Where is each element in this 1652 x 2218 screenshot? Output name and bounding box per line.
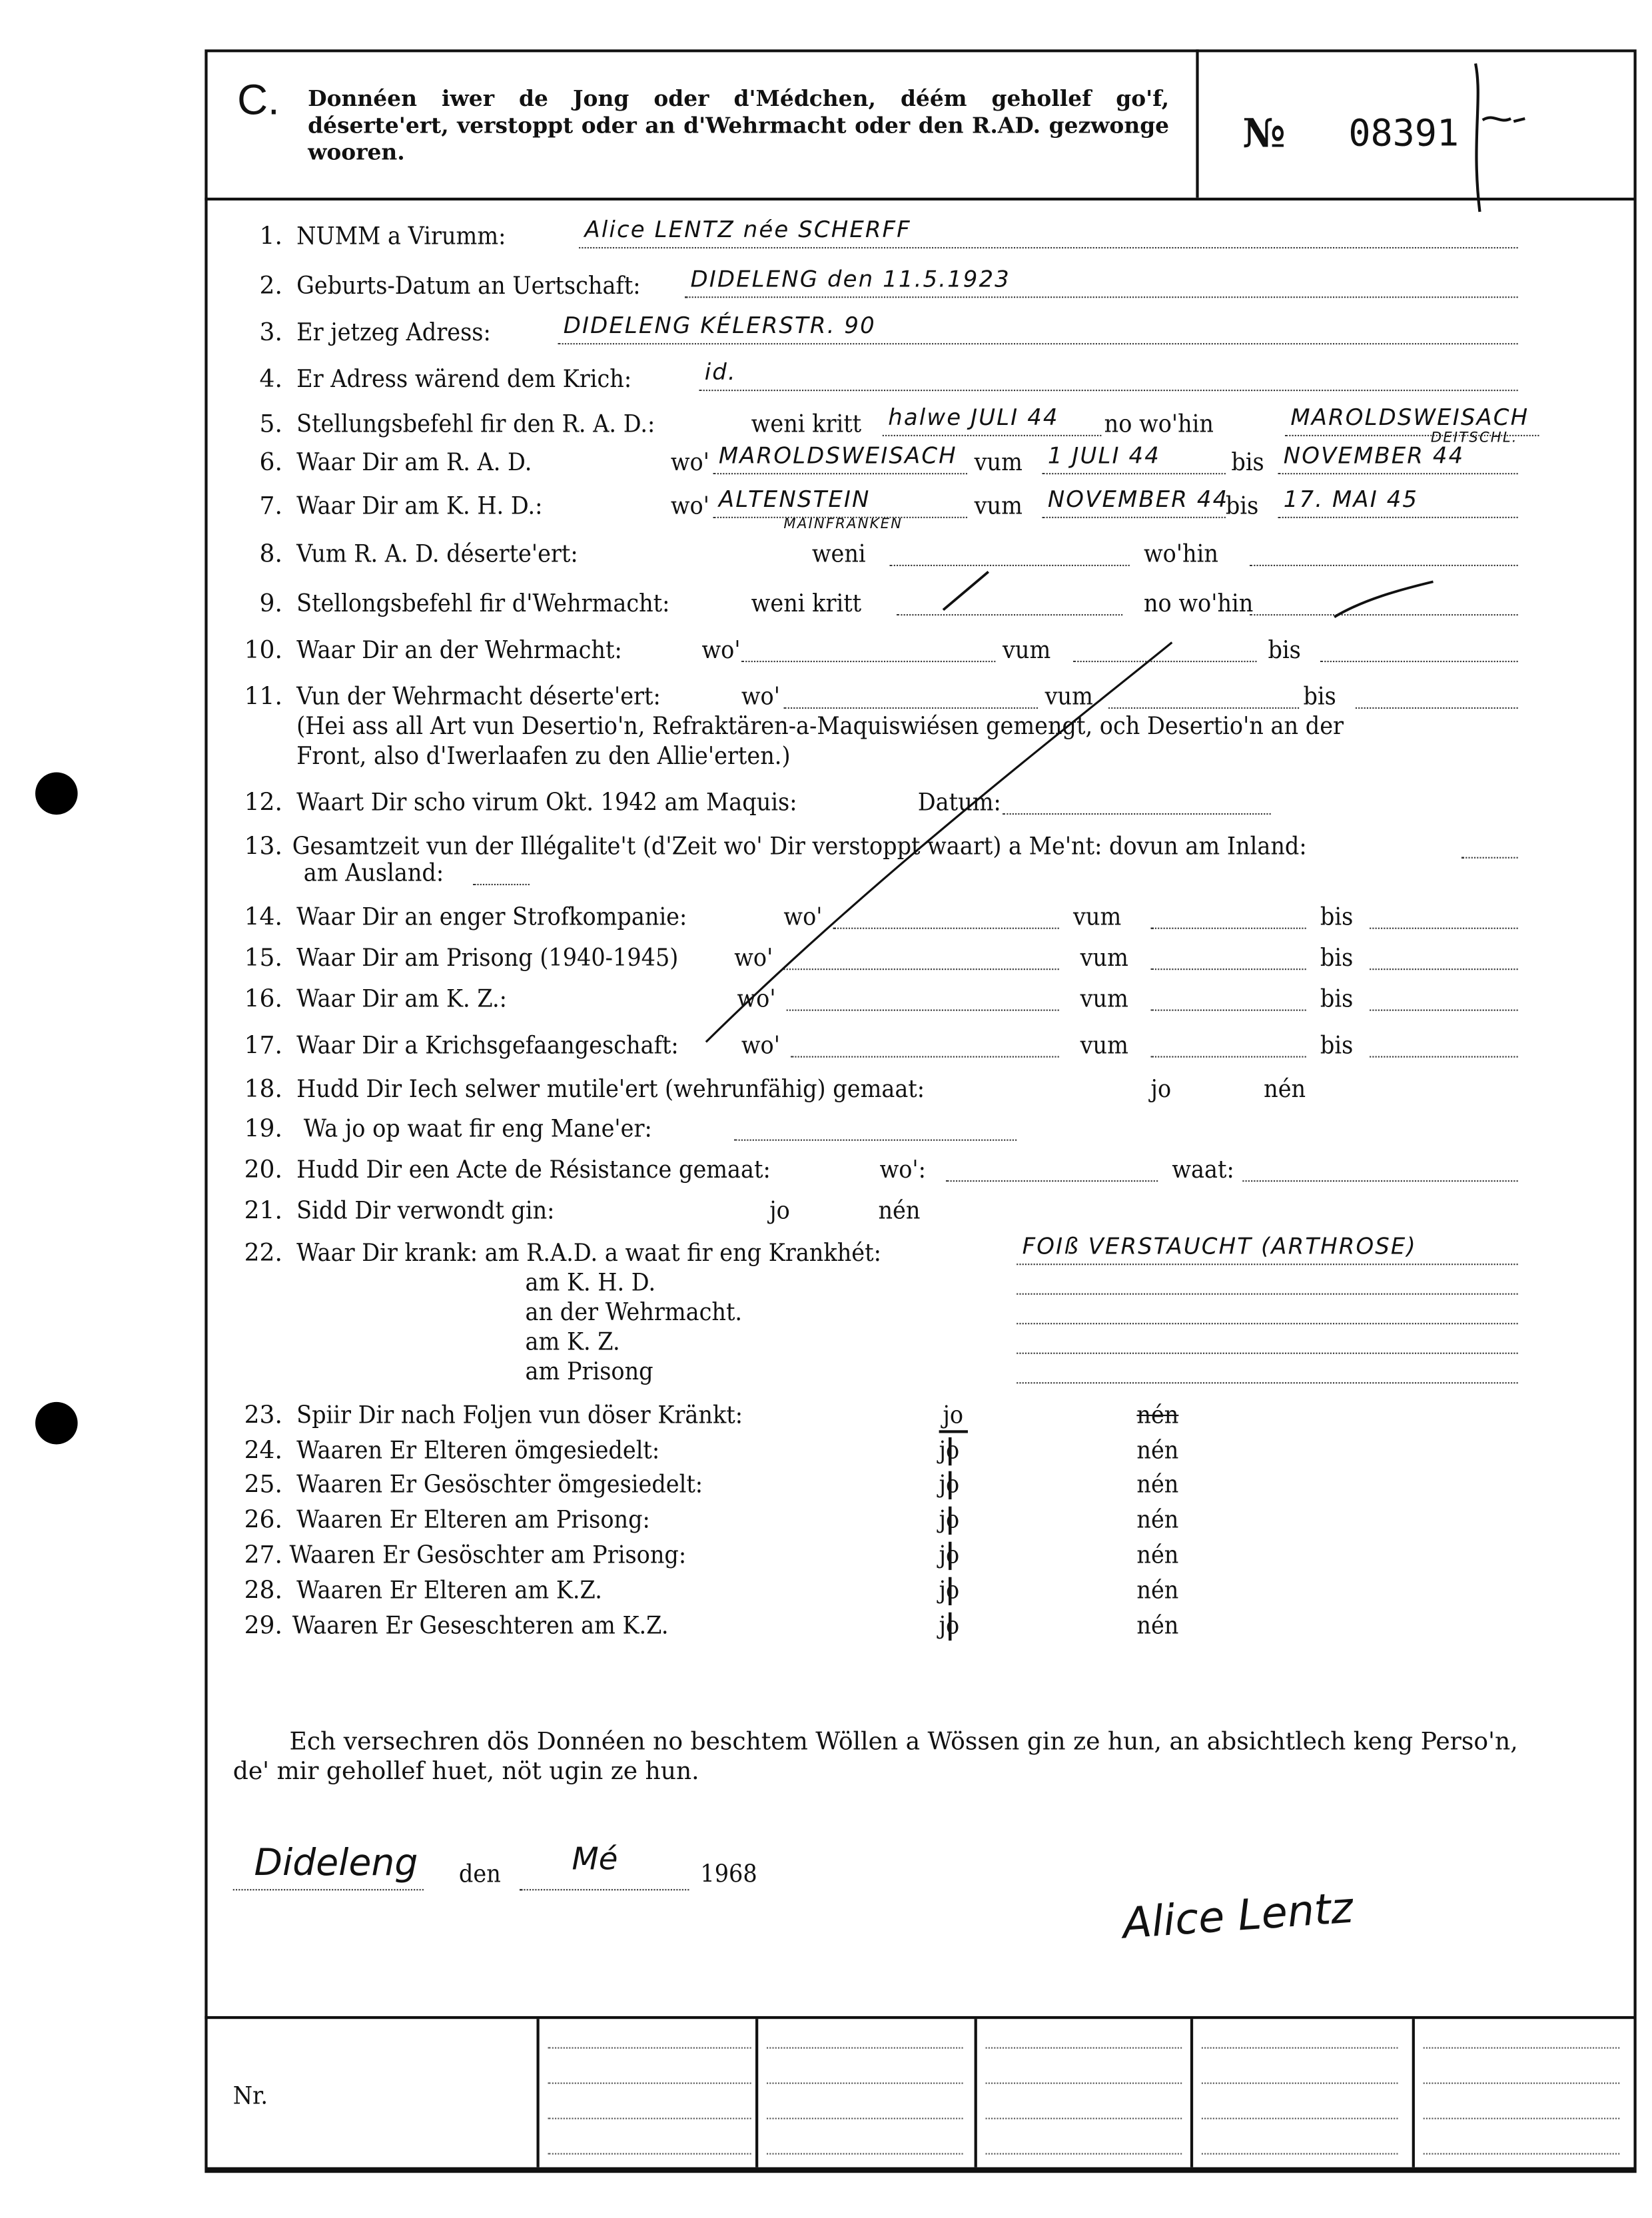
registry-entry-line[interactable] (548, 2153, 751, 2155)
fill-in-field[interactable] (946, 1158, 1158, 1182)
section-title: Donnéen iwer de Jong oder d'Médchen, déém gehollef go'f, déserte'ert, verstoppt oder an d'Wehrmacht oder den R.AD. gezwonge wooren. (308, 85, 1170, 166)
field-label: waat: (1172, 1156, 1234, 1185)
fill-in-field[interactable] (889, 542, 1129, 566)
registry-entry-line[interactable] (986, 2083, 1182, 2084)
field-label: Hudd Dir een Acte de Résistance gemaat: (296, 1156, 771, 1185)
handwritten-mark (1454, 57, 1539, 226)
fill-in-field[interactable] (783, 946, 1058, 970)
fill-in-field[interactable] (787, 987, 1059, 1011)
field-label: bis (1320, 985, 1354, 1014)
fill-in-field[interactable] (897, 591, 1122, 615)
handwritten-value: DIDELENG KÉLERSTR. 90 (563, 312, 876, 339)
fill-in-field[interactable] (1278, 486, 1517, 518)
table-column-divider (1190, 2019, 1193, 2167)
field-label: Spiir Dir nach Foljen vun döser Kränkt: (296, 1401, 743, 1431)
declaration-text: Ech versechren dös Donnéen no beschtem Wöllen a Wössen gin ze hun, an absichtlech keng Perso'n, de' mir gehollef huet, nöt ugin ze hun. (232, 1728, 1518, 1786)
header-divider (205, 198, 1633, 200)
handwritten-value: halwe JULI 44 (888, 404, 1059, 431)
field-number: 11. (244, 683, 282, 712)
field-number: 29. (244, 1612, 282, 1641)
fill-in-field[interactable] (1042, 486, 1229, 518)
field-number: 3. (259, 319, 282, 348)
registry-entry-line[interactable] (1202, 2083, 1398, 2084)
field-label: Waart Dir scho virum Okt. 1942 am Maquis: (296, 789, 797, 818)
registry-entry-line[interactable] (1424, 2118, 1620, 2119)
form-number: 08391 (1348, 113, 1459, 156)
handwritten-value: 1 JULI 44 (1047, 442, 1160, 469)
field-label: Vun der Wehrmacht déserte'ert: (296, 683, 661, 712)
field-label: Waar Dir am Prisong (1940-1945) (296, 944, 679, 973)
number-sign: № (1242, 110, 1286, 157)
field-label: Er Adress wärend dem Krich: (296, 366, 632, 394)
option-no[interactable]: nén (1136, 1541, 1179, 1571)
field-label: (Hei ass all Art vun Desertio'n, Refraktären-a-Maquiswiésen gemengt, och Desertio'n an der (296, 713, 1344, 741)
option-yes[interactable]: jo (769, 1197, 790, 1226)
fill-in-field[interactable] (1108, 685, 1299, 709)
field-label: Waaren Er Geseschteren am K.Z. (292, 1612, 669, 1641)
year-value: 1968 (700, 1860, 757, 1890)
field-label: wo' (670, 492, 709, 522)
field-label: bis (1231, 449, 1264, 478)
fill-in-field[interactable] (699, 358, 1517, 391)
field-label: Sidd Dir verwondt gin: (296, 1197, 555, 1226)
field-number: 10. (244, 636, 282, 665)
fill-in-field[interactable] (473, 861, 530, 885)
registry-entry-line[interactable] (548, 2047, 751, 2049)
fill-in-field[interactable] (685, 265, 1518, 298)
punch-hole (35, 772, 78, 815)
handwritten-value: NOVEMBER 44 (1283, 442, 1465, 469)
field-label: am K. Z. (525, 1328, 620, 1357)
field-label: Datum: (917, 789, 1001, 818)
field-number: 23. (244, 1401, 282, 1431)
fill-in-field[interactable] (1278, 430, 1518, 474)
fill-in-field[interactable] (1151, 905, 1306, 929)
field-label: Stellongsbefehl fir d'Wehrmacht: (296, 590, 670, 619)
field-label: wo' (737, 985, 776, 1014)
fill-in-field[interactable] (1320, 638, 1518, 662)
field-label: vum (1072, 903, 1122, 932)
registry-entry-line[interactable] (1424, 2047, 1620, 2049)
fill-in-field[interactable] (1370, 1034, 1518, 1058)
fill-in-field[interactable] (1017, 1232, 1517, 1265)
signature: Alice Lentz (1120, 1884, 1355, 1950)
field-label: bis (1303, 683, 1336, 712)
handwritten-value: DIDELENG den 11.5.1923 (690, 265, 1011, 292)
table-column-divider (975, 2019, 977, 2167)
field-label: wo' (670, 449, 709, 478)
field-label: bis (1225, 492, 1259, 522)
field-label: Waaren Er Gesöschter am Prisong: (289, 1541, 687, 1571)
registry-table (205, 2016, 1633, 2167)
fill-in-field[interactable] (1370, 905, 1518, 929)
registry-entry-line[interactable] (986, 2118, 1182, 2119)
fill-in-field[interactable] (734, 1117, 1017, 1141)
field-label: Waar Dir an der Wehrmacht: (296, 636, 622, 665)
handwritten-value: ALTENSTEIN (718, 486, 871, 513)
fill-in-field[interactable] (1151, 946, 1306, 970)
field-label: Front, also d'Iwerlaafen zu den Allie'erten.) (296, 742, 791, 771)
field-number: 6. (259, 449, 282, 478)
field-label: vum (974, 492, 1023, 522)
registry-entry-line[interactable] (1202, 2047, 1398, 2049)
table-column-divider (536, 2019, 539, 2167)
option-yes[interactable]: jo (939, 1506, 960, 1535)
field-label: wo' (783, 903, 823, 932)
option-yes[interactable]: jo (939, 1471, 960, 1500)
field-label: Waaren Er Gesöschter ömgesiedelt: (296, 1471, 703, 1500)
handwritten-value: Alice LENTZ née SCHERFF (584, 216, 911, 243)
handwritten-value: NOVEMBER 44 (1047, 486, 1229, 513)
registry-entry-line[interactable] (1202, 2153, 1398, 2155)
field-label: Waar Dir an enger Strofkompanie: (296, 903, 687, 932)
fill-in-field[interactable] (1017, 1271, 1517, 1295)
field-label: Waaren Er Elteren ömgesiedelt: (296, 1437, 660, 1466)
fill-in-field[interactable] (1356, 685, 1518, 709)
field-label: Er jetzeg Adress: (296, 319, 491, 348)
field-label: vum (1080, 1032, 1128, 1060)
handwritten-annotation: MAINFRANKEN (783, 516, 903, 533)
field-number: 12. (244, 789, 282, 818)
field-label: vum (1002, 636, 1051, 665)
fill-in-field[interactable] (1250, 542, 1518, 566)
field-label: vum (1080, 985, 1128, 1014)
registry-entry-line[interactable] (767, 2083, 963, 2084)
field-number: 28. (244, 1577, 282, 1606)
field-number: 7. (259, 492, 282, 522)
field-label: weni (811, 540, 866, 569)
field-label: vum (1080, 944, 1128, 973)
field-label: Waar Dir a Krichsgefaangeschaft: (296, 1032, 679, 1060)
field-number: 13. (244, 833, 282, 862)
field-number: 19. (244, 1115, 282, 1144)
section-letter: C. (237, 77, 280, 125)
field-label: wo': (879, 1156, 926, 1185)
option-no[interactable]: nén (1136, 1437, 1179, 1466)
fill-in-field[interactable] (883, 404, 1102, 436)
field-label: Wa jo op waat fir eng Mane'er: (303, 1115, 652, 1144)
registry-entry-line[interactable] (767, 2047, 963, 2049)
option-no[interactable]: nén (1136, 1506, 1179, 1535)
field-number: 27. (244, 1541, 282, 1571)
field-label: Geburts-Datum an Uertschaft: (296, 272, 641, 301)
field-number: 16. (244, 985, 282, 1014)
field-label: am Ausland: (303, 859, 444, 889)
field-label: Waaren Er Elteren am K.Z. (296, 1577, 602, 1606)
field-label: Stellungsbefehl fir den R. A. D.: (296, 410, 655, 440)
registry-entry-line[interactable] (1202, 2118, 1398, 2119)
field-number: 18. (244, 1076, 282, 1104)
field-label: vum (1044, 683, 1093, 712)
field-label: am K. H. D. (525, 1269, 656, 1298)
option-yes[interactable]: jo (939, 1541, 960, 1571)
field-number: 4. (259, 366, 282, 394)
field-number: 1. (259, 222, 282, 252)
field-label: am Prisong (525, 1358, 653, 1387)
field-number: 22. (244, 1240, 282, 1268)
option-yes[interactable]: jo (939, 1612, 960, 1641)
punch-hole (35, 1402, 78, 1445)
fill-in-field[interactable] (713, 442, 967, 474)
field-label: no wo'hin (1143, 590, 1254, 619)
field-label: weni kritt (751, 590, 862, 619)
field-label: Hudd Dir Iech selwer mutile'ert (wehrunfähig) gemaat: (296, 1076, 925, 1104)
handwritten-value: FOIß VERSTAUCHT (ARTHROSE) (1022, 1232, 1417, 1260)
field-number: 8. (259, 540, 282, 569)
field-label: an der Wehrmacht. (525, 1299, 743, 1327)
option-no[interactable]: nén (1136, 1612, 1179, 1641)
field-label: bis (1320, 944, 1354, 973)
fill-in-field[interactable] (791, 1034, 1059, 1058)
registry-entry-line[interactable] (1424, 2153, 1620, 2155)
handwritten-value: 17. MAI 45 (1283, 486, 1419, 513)
option-no[interactable]: nén (1136, 1471, 1179, 1500)
field-number: 9. (259, 590, 282, 619)
fill-in-field[interactable] (1250, 591, 1518, 615)
field-number: 15. (244, 944, 282, 973)
field-label: bis (1320, 1032, 1354, 1060)
field-label: Gesamtzeit vun der Illégalite't (d'Zeit wo' Dir verstoppt waart) a Me'nt: dovun am Inland: (292, 833, 1307, 862)
registry-entry-line[interactable] (1424, 2083, 1620, 2084)
month-value: Mé (572, 1842, 618, 1878)
field-label: Vum R. A. D. déserte'ert: (296, 540, 578, 569)
fill-in-field[interactable] (558, 312, 1517, 344)
place-value: Dideleng (254, 1842, 418, 1885)
registry-entry-line[interactable] (548, 2083, 751, 2084)
field-number: 5. (259, 410, 282, 440)
field-label: Waar Dir am K. Z.: (296, 985, 507, 1014)
fill-in-field[interactable] (1461, 835, 1518, 859)
field-number: 2. (259, 272, 282, 301)
field-label: bis (1268, 636, 1301, 665)
registry-entry-line[interactable] (767, 2153, 963, 2155)
field-label: wo'hin (1143, 540, 1218, 569)
field-label: Waar Dir krank: am R.A.D. a waat fir eng Krankhét: (296, 1240, 881, 1268)
field-number: 26. (244, 1506, 282, 1535)
field-number: 20. (244, 1156, 282, 1185)
fill-in-field[interactable] (1151, 987, 1306, 1011)
registry-entry-line[interactable] (986, 2153, 1182, 2155)
field-number: 24. (244, 1437, 282, 1466)
field-label: NUMM a Virumm: (296, 222, 506, 252)
option-no[interactable]: nén (1136, 1401, 1179, 1431)
registry-entry-line[interactable] (986, 2047, 1182, 2049)
handwritten-value: id. (704, 358, 737, 386)
table-column-divider (1412, 2019, 1415, 2167)
field-label: Waar Dir am K. H. D.: (296, 492, 543, 522)
handwritten-annotation: DEITSCHL. (1430, 430, 1518, 446)
handwritten-value: MAROLDSWEISACH (718, 442, 957, 469)
fill-in-field[interactable] (1003, 791, 1271, 815)
option-no[interactable]: nén (1264, 1076, 1306, 1104)
field-label: wo' (701, 636, 741, 665)
field-number: 14. (244, 903, 282, 932)
field-label: wo' (734, 944, 773, 973)
field-label: Waar Dir am R. A. D. (296, 449, 532, 478)
fill-in-field[interactable] (1042, 442, 1226, 474)
option-yes[interactable]: jo (939, 1437, 960, 1466)
field-number: 21. (244, 1197, 282, 1226)
month-field[interactable] (520, 1889, 689, 1890)
fill-in-field[interactable] (783, 685, 1038, 709)
table-column-divider (755, 2019, 758, 2167)
field-label: weni kritt (751, 410, 862, 440)
fill-in-field[interactable] (1370, 987, 1518, 1011)
field-number: 17. (244, 1032, 282, 1060)
field-label: wo' (741, 683, 780, 712)
field-number: 25. (244, 1471, 282, 1500)
field-label: wo' (741, 1032, 780, 1060)
nr-label: Nr. (232, 2082, 268, 2111)
fill-in-field[interactable] (1370, 946, 1518, 970)
option-no[interactable]: nén (878, 1197, 921, 1226)
fill-in-field[interactable] (1151, 1034, 1306, 1058)
option-no[interactable]: nén (1136, 1577, 1179, 1606)
fill-in-field[interactable] (579, 216, 1518, 248)
registry-entry-line[interactable] (767, 2118, 963, 2119)
registry-entry-line[interactable] (548, 2118, 751, 2119)
place-field[interactable] (233, 1889, 424, 1890)
field-label: vum (974, 449, 1023, 478)
option-yes[interactable]: jo (1150, 1076, 1172, 1104)
handwritten-value: MAROLDSWEISACH (1290, 404, 1529, 431)
option-yes[interactable]: jo (939, 1402, 967, 1433)
fill-in-field[interactable] (1017, 1330, 1517, 1354)
field-label: no wo'hin (1104, 410, 1214, 440)
field-label: bis (1320, 903, 1354, 932)
fill-in-field[interactable] (1073, 638, 1257, 662)
den-label: den (458, 1860, 501, 1890)
option-yes[interactable]: jo (939, 1577, 960, 1606)
fill-in-field[interactable] (833, 905, 1059, 929)
fill-in-field[interactable] (1242, 1158, 1517, 1182)
fill-in-field[interactable] (1017, 1300, 1517, 1324)
fill-in-field[interactable] (713, 486, 967, 533)
field-label: Waaren Er Elteren am Prisong: (296, 1506, 650, 1535)
header-number-divider (1196, 49, 1198, 198)
fill-in-field[interactable] (1017, 1359, 1517, 1383)
fill-in-field[interactable] (741, 638, 996, 662)
